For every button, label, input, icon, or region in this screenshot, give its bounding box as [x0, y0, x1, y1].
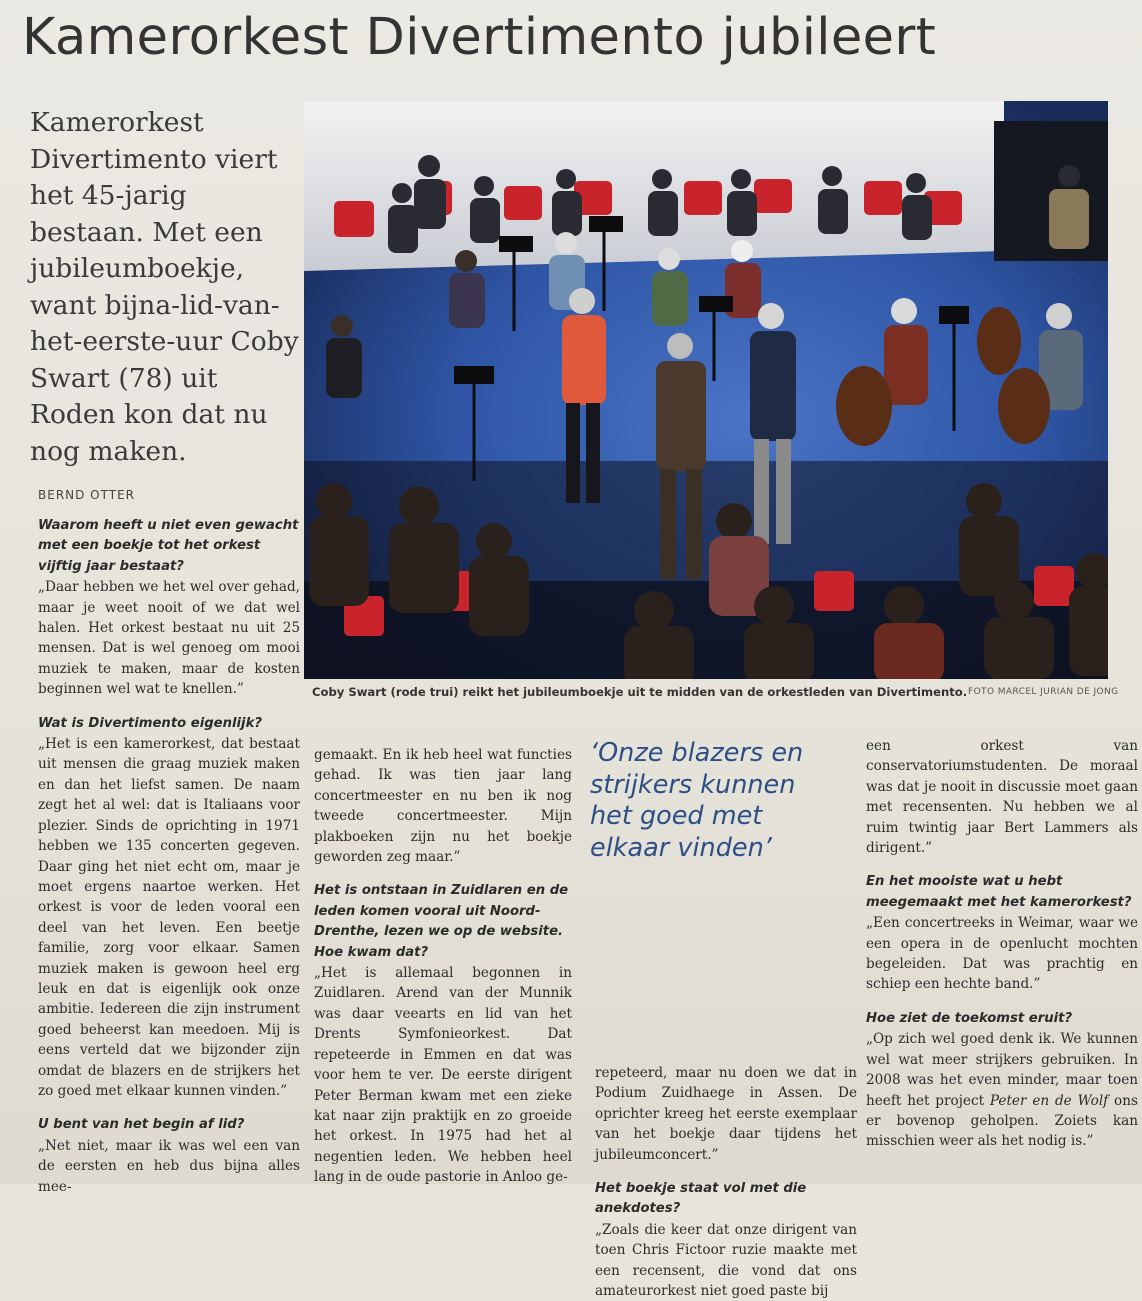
orchestra-photo	[304, 101, 1108, 679]
question-7: Hoe ziet de toekomst eruit?	[866, 1010, 1073, 1026]
photo-credit: FOTO MARCEL JURIAN DE JONG	[968, 687, 1119, 697]
article-column-3	[595, 1063, 857, 1301]
answer-7-title: Peter en de Wolf	[989, 1092, 1109, 1109]
intro-text: Kamerorkest Divertimento viert het 45-jarig bestaan. Met een jubileumboekje, want bijna-lid-van-het-eerste-uur Coby Swart (78) uit Roden kon dat nu nog maken.	[30, 107, 299, 467]
intro-lead	[30, 105, 305, 470]
pull-quote: ‘Onze blazers en strijkers kunnen het goed met elkaar vinden’	[590, 738, 804, 863]
orchestra-photo-illustration	[304, 101, 1108, 679]
answer-4-start: „Het is allemaal begonnen in Zuidlaren. Arend van der Munnik was daar veearts en lid van het Drents Symfonieorkest. Dat repeteerde in Emmen en dat was voor hem te ver. De eerste dirigent Peter Berman kwam met een zieke kat naar zijn praktijk en zo groeide het orkest. In 1975 had het al negentien leden. We hebben heel lang in de oude pastorie in Anloo ge-	[314, 965, 572, 1186]
question-6: En het mooiste wat u hebt meegemaakt met het kamerorkest?	[866, 874, 1132, 910]
answer-7-end: ons er bovenop geholpen. Zoiets kan misschien weer als het nodig is.”	[866, 1092, 1138, 1150]
question-1: Waarom heeft u niet even gewacht met een boekje tot het orkest vijftig jaar bestaat?	[38, 518, 299, 574]
question-4: Het is ontstaan in Zuidlaren en de leden komen vooral uit Noord-Drenthe, lezen we op de website. Hoe kwam dat?	[314, 883, 569, 960]
question-2: Wat is Divertimento eigenlijk?	[38, 715, 262, 731]
question-5: Het boekje staat vol met die anekdotes?	[595, 1181, 807, 1217]
answer-3-start: „Net niet, maar ik was wel een van de eersten en heb dus bijna alles mee-	[38, 1137, 300, 1195]
answer-4-continued: repeteerd, maar nu doen we dat in Podium Zuidhaege in Assen. De oprichter kreeg het eerste exemplaar van het boekje daar tijdens het jubileumconcert.”	[595, 1065, 857, 1163]
question-3: U bent van het begin af lid?	[38, 1117, 245, 1133]
headline: Kamerorkest Divertimento jubileert	[22, 8, 937, 67]
article-column-1	[38, 516, 300, 1197]
answer-1: „Daar hebben we het wel over gehad, maar je weet nooit of we dat wel halen. Het orkest bestaat nu uit 25 mensen. Dat is wel genoeg om mooi muziek te maken, maar de kosten beginnen wel wat te knellen.”	[38, 579, 300, 698]
article-column-4	[866, 736, 1138, 1152]
answer-7-text: „Op zich wel goed denk ik. We kunnen wel wat meer strijkers gebruiken. In 2008 was het even minder, maar toen heeft het project	[866, 1031, 1138, 1109]
photo-caption: Coby Swart (rode trui) reikt het jubileumboekje uit te midden van de orkestleden van Divertimento.	[312, 685, 968, 699]
article-column-2	[314, 745, 572, 1188]
answer-5-start: „Zoals die keer dat onze dirigent van toen Chris Fictoor ruzie maakte met een recensent, die vond dat ons amateurorkest niet goed paste bij	[595, 1221, 857, 1300]
answer-5-continued: een orkest van conservatoriumstudenten. De moraal was dat je nooit in discussie moet gaan met recensenten. Nu hebben we al ruim twintig jaar Bert Lammers als dirigent.”	[866, 738, 1138, 857]
answer-6: „Een concertreeks in Weimar, waar we een opera in de openlucht mochten begeleiden. Dat was prachtig en schiep een hechte band.”	[866, 915, 1138, 993]
byline: BERND OTTER	[38, 488, 135, 502]
answer-7	[866, 1029, 1138, 1151]
answer-2: „Het is een kamerorkest, dat bestaat uit mensen die graag muziek maken en dan het liefst samen. De naam zegt het al wel: dat is Italiaans voor plezier. Sinds de oprichting in 1971 hebben we 135 concerten gegeven. Daar ging het niet echt om, maar je moet ergens naartoe werken. Het orkest is voor de leden vooral een deel van het leven. Een beetje familie, zorg voor elkaar. Samen muziek maken is gewoon heel erg leuk en dat is eigenlijk ook onze ambitie. Iedereen die zijn instrument goed beheerst kan meedoen. Mij is eens verteld dat we bijzonder zijn omdat de blazers en de strijkers het zo goed met elkaar kunnen vinden.”	[38, 736, 300, 1099]
answer-3-continued: gemaakt. En ik heb heel wat functies gehad. Ik was tien jaar lang concertmeester en nu ben ik nog tweede concertmeester. Mijn plakboeken zijn nu het boekje geworden zeg maar.”	[314, 747, 572, 866]
